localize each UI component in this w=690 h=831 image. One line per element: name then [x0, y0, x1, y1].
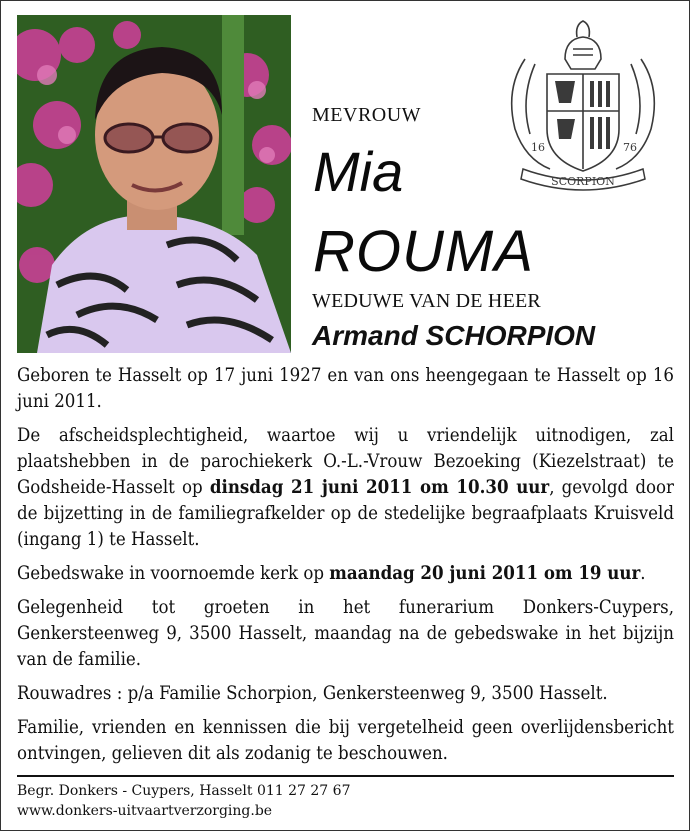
funeral-text-a: De afscheidsplechtigheid, waartoe wij u vriendelijk uitnodigen, zal plaatshebben in de parochiekerk O.-L.-Vrouw Bezoeking (Kiezelstraat) te Godsheide-Hasselt op: [17, 425, 674, 498]
first-name: Mia: [313, 140, 404, 203]
last-name: ROUMA: [313, 219, 534, 284]
notice-paragraph: Familie, vrienden en kennissen die bij vergetelheid geen overlijdensbericht ontvingen, gelieven dit als zodanig te beschouwen.: [17, 717, 674, 764]
portrait-photo: [17, 15, 291, 353]
birth-death-paragraph: Geboren te Hasselt op 17 juni 1927 en van ons heengegaan te Hasselt op 16 juni 2011.: [17, 365, 674, 412]
husband-name: Armand SCHORPION: [312, 320, 596, 351]
funeral-date: dinsdag 21 juni 2011 om 10.30 uur: [209, 477, 550, 498]
vigil-date: maandag 20 juni 2011 om 19 uur: [329, 563, 641, 584]
funeral-text-b: , gevolgd door de bijzetting in de familiegrafkelder op de stedelijke begraafplaats Kruisveld (ingang 1) te Hasselt.: [17, 477, 674, 550]
widow-of-label: WEDUWE VAN DE HEER: [312, 290, 541, 312]
crest-year-right: 76: [623, 141, 637, 154]
footer-divider: [17, 775, 674, 777]
mourning-address-paragraph: Rouwadres : p/a Familie Schorpion, Genkersteenweg 9, 3500 Hasselt.: [17, 683, 608, 704]
vigil-text-a: Gebedswake in voornoemde kerk op: [17, 563, 330, 584]
vigil-paragraph: [17, 561, 674, 587]
title-prefix: MEVROUW: [312, 104, 422, 126]
crest-year-left: 16: [531, 141, 545, 154]
crest-motto: SCORPION: [551, 175, 615, 188]
obituary-text: [17, 363, 674, 775]
undertaker-website: www.donkers-uitvaartverzorging.be: [17, 803, 273, 819]
visitation-paragraph: Gelegenheid tot groeten in het funerarium Donkers-Cuypers, Genkersteenweg 9, 3500 Hasselt, maandag na de gebedswake in het bijzijn van de familie.: [17, 597, 674, 670]
footer: [17, 781, 350, 821]
vigil-text-b: .: [640, 563, 646, 584]
undertaker-line: Begr. Donkers - Cuypers, Hasselt 011 27 27 67: [17, 783, 351, 799]
funeral-paragraph: [17, 423, 674, 553]
coat-of-arms-icon: [495, 19, 671, 195]
